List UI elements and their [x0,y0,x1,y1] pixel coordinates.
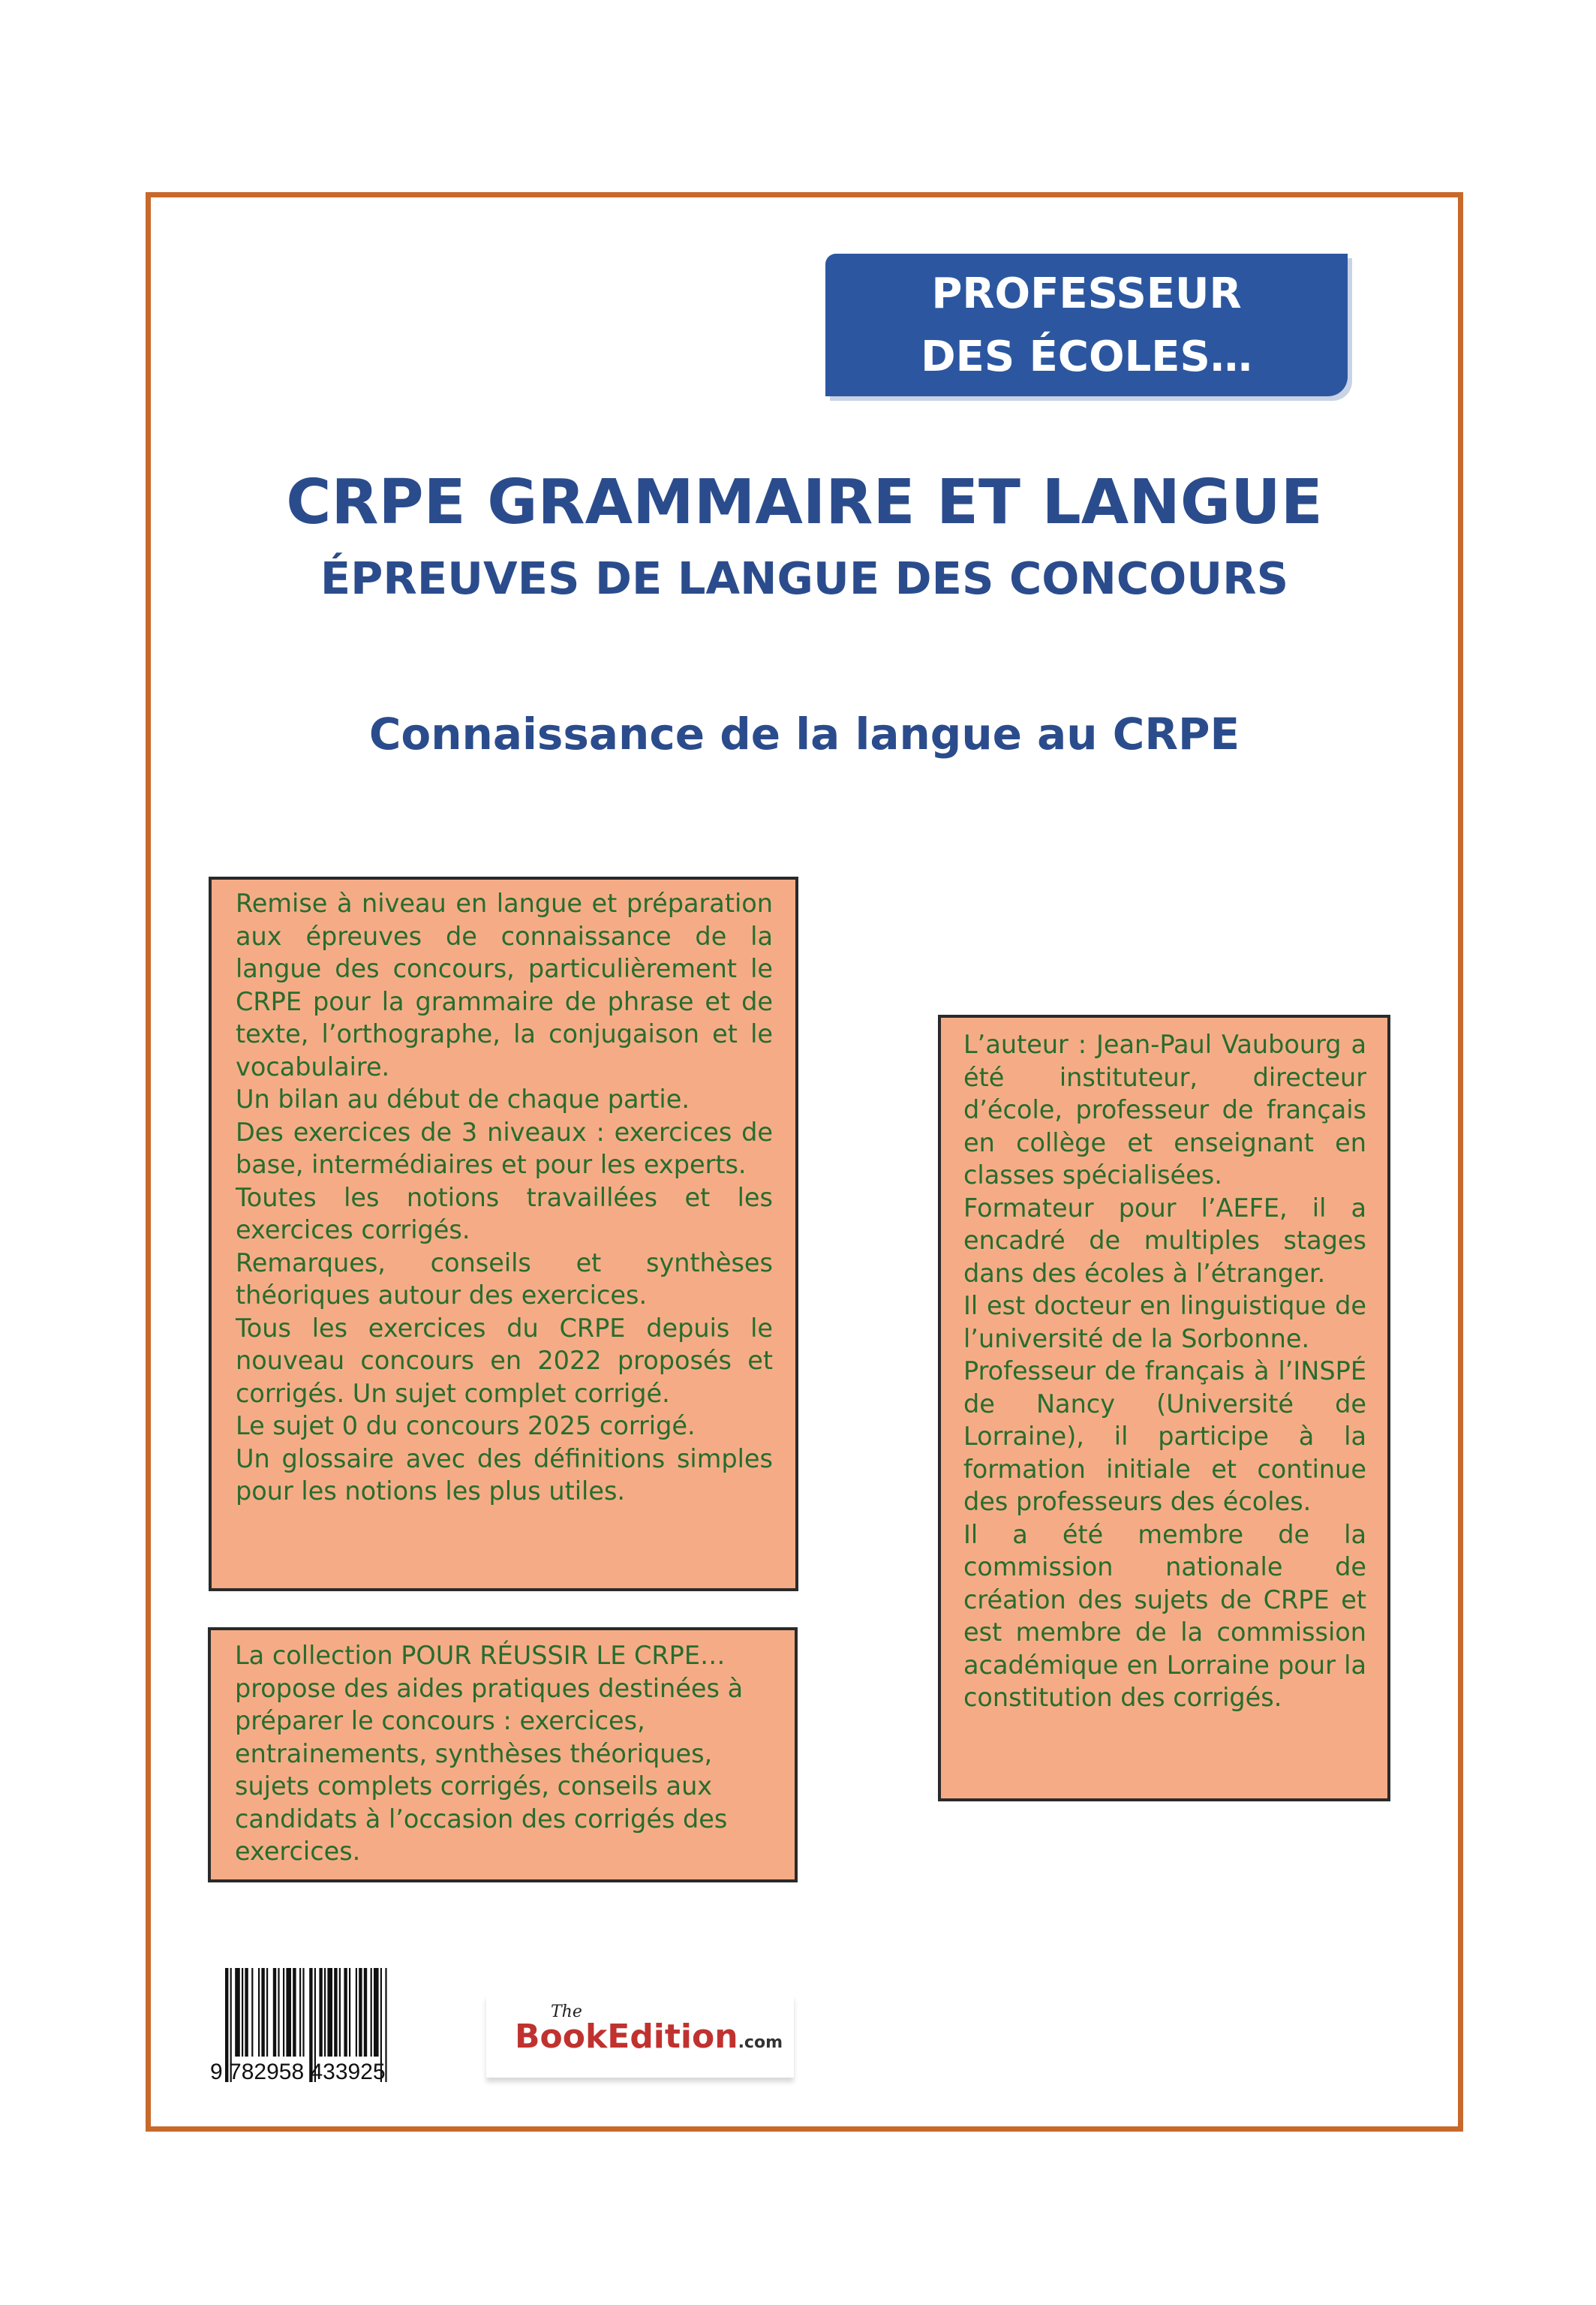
description-paragraph: Un glossaire avec des définitions simples pour les notions les plus utiles. [236,1443,773,1506]
description-paragraph: Toutes les notions travaillées et les exercices corrigés. [236,1182,773,1244]
description-paragraph: Des exercices de 3 niveaux : exercices de base, intermédiaires et pour les experts. [236,1117,773,1179]
barcode-number: 9 782958 433925 [210,2060,386,2084]
barcode-bar [374,1968,379,2057]
barcode-bar [371,1968,372,2057]
barcode-bar [245,1968,248,2057]
banner-line-2: DES ÉCOLES… [921,333,1252,381]
barcode-bar [278,1968,279,2057]
barcode-bar [359,1968,362,2057]
barcode-bar [334,1968,337,2057]
barcode-bar [302,1968,304,2057]
publisher-logo [486,1995,794,2078]
publisher-logo-suffix: .com [738,2033,783,2052]
barcode-bar [364,1968,367,2057]
book-tagline: Connaissance de la langue au CRPE [368,709,1240,760]
barcode-bar [235,1968,240,2057]
book-subtitle: ÉPREUVES DE LANGUE DES CONCOURS [320,552,1289,604]
barcode-bar [261,1968,264,2057]
collection-text: La collection POUR RÉUSSIR LE CRPE… propose des aides pratiques destinées à préparer le concours : exercices, entrainements, synthèses théoriques, sujets complets corrigés, conseils aux candidats à l’occasion des corrigés des exercices. [235,1641,744,1866]
publisher-logo-name [515,2018,783,2056]
description-paragraph: Le sujet 0 du concours 2025 corrigé. [236,1411,696,1440]
author-paragraph: Il a été membre de la commission nationale de création des sujets de CRPE et est membre de la commission académique en Lorraine pour la constitution des corrigés. [963,1519,1366,1712]
barcode-bar [324,1968,326,2057]
barcode-bar [258,1968,260,2057]
barcode-bar [273,1968,276,2057]
barcode-bar [356,1968,357,2057]
barcode-bar [266,1968,268,2057]
description-paragraph: Remise à niveau en langue et préparation aux épreuves de connaissance de la langue des concours, particulièrement le CRPE pour la grammaire de phrase et de texte, l’orthographe, la conjugaison et le vocabulaire. [236,889,773,1082]
book-title: CRPE GRAMMAIRE ET LANGUE [286,467,1323,538]
barcode-bar [327,1968,332,2057]
description-paragraph: Remarques, conseils et synthèses théoriques autour des exercices. [236,1247,773,1310]
description-paragraph: Tous les exercices du CRPE depuis le nouveau concours en 2022 proposés et corrigés. Un sujet complet corrigé. [236,1313,773,1408]
collection-box [208,1627,798,1882]
barcode-bar [299,1968,301,2057]
barcode-bar [339,1968,341,2057]
author-paragraph: Formateur pour l’AEFE, il a encadré de multiples stages dans des écoles à l’étranger. [963,1193,1366,1288]
series-banner [825,254,1348,396]
description-paragraph: Un bilan au début de chaque partie. [236,1085,690,1114]
barcode-bar [344,1968,347,2057]
author-paragraph: Il est docteur en linguistique de l’université de la Sorbonne. [963,1291,1366,1353]
author-paragraph: Professeur de français à l’INSPÉ de Nancy (Université de Lorraine), il participe à la formation initiale et continue des professeurs des écoles. [963,1356,1366,1516]
author-box [938,1015,1390,1801]
barcode-bar [286,1968,291,2057]
barcode-bar [319,1968,322,2057]
barcode-bar [349,1968,350,2057]
publisher-logo-word: BookEdition [515,2018,738,2056]
barcode-bar [242,1968,243,2057]
description-box [209,877,798,1591]
barcode-bar [293,1968,296,2057]
author-paragraph: L’auteur : Jean-Paul Vaubourg a été instituteur, directeur d’école, professeur de français en collège et enseignant en classes spécialisées. [963,1030,1366,1190]
barcode-bar [251,1968,253,2057]
barcode-bar [283,1968,284,2057]
publisher-logo-the: The [551,2003,582,2021]
banner-line-1: PROFESSEUR [931,269,1242,318]
